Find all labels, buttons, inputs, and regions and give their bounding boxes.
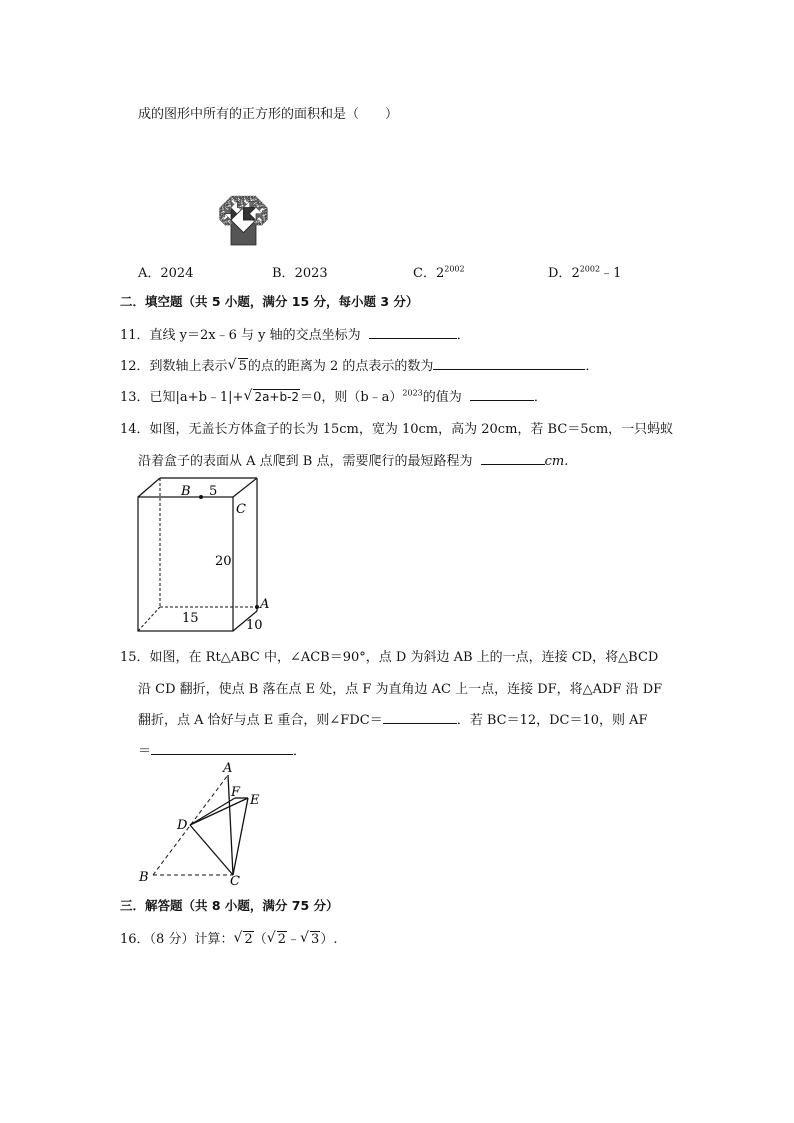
q10-tail-text: 成的图形中所有的正方形的面积和是（ ） [138, 107, 399, 122]
question-12: 12．到数轴上表示√ 5的点的距离为 2 的点表示的数为 ． [120, 355, 598, 374]
q10-option-c: C．$2^{2002}$ [413, 264, 465, 281]
question-16: 16．（8 分）计算：√ 2（√ 2﹣√ 3）. [120, 928, 337, 947]
question-15-line-4: ＝ ． [138, 740, 306, 759]
tri-label-e: E [250, 793, 260, 808]
question-15-line-2: 沿 CD 翻折，使点 B 落在点 E 处，点 F 为直角边 AC 上一点，连接 DF，将△ADF 沿 DF [138, 682, 663, 697]
tri-label-c: C [230, 874, 240, 888]
tri-label-a: A [223, 761, 233, 776]
question-15-line-3: 翻折，点 A 恰好与点 E 重合，则∠FDC＝ ．若 BC＝12，DC＝10，则 AF [138, 709, 648, 728]
question-14-line-1: 14．如图，无盖长方体盒子的长为 15cm，宽为 10cm，高为 20cm，若 BC＝5cm，一只蚂蚁 [120, 422, 674, 437]
question-14-line-2: 沿着盒子的表面从 A 点爬到 B 点，需要爬行的最短路程为 cm. [138, 450, 568, 469]
label-a: A [260, 597, 270, 612]
answer-blank-15b[interactable] [151, 741, 293, 755]
q10-option-a: A．2024 [138, 266, 194, 281]
triangle-figure [135, 760, 275, 888]
answer-blank-12[interactable] [433, 356, 585, 370]
tri-label-b: B [139, 870, 149, 885]
sqrt-2a-b-2: √ 2a+b-2 [243, 390, 300, 405]
label-10: 10 [246, 618, 263, 633]
label-15: 15 [182, 611, 199, 626]
section-3-title: 三．解答题（共 8 小题，满分 75 分） [120, 898, 339, 913]
tri-label-d: D [177, 818, 188, 833]
q10-option-b: B．2023 [272, 266, 328, 281]
label-c: C [236, 502, 246, 517]
question-13: 13．已知|a+b﹣1|+√ 2a+b-2＝0，则（b﹣a）$^{2023}$的值为 ． [120, 386, 547, 405]
box-figure [135, 475, 280, 635]
sqrt-5: √ 5 [228, 359, 248, 374]
label-20: 20 [215, 554, 232, 569]
point-a-dot [255, 605, 259, 609]
answer-blank-11[interactable] [369, 325, 457, 339]
question-11: 11．直线 y＝2x﹣6 与 y 轴的交点坐标为 ． [120, 324, 470, 343]
label-5: 5 [209, 484, 218, 499]
answer-blank-13[interactable] [470, 387, 534, 401]
question-15-line-1: 15．如图，在 Rt△ABC 中，∠ACB＝90°，点 D 为斜边 AB 上的一点，连接 CD，将△BCD [120, 650, 659, 665]
pythagoras-tree-figure [138, 133, 308, 248]
answer-blank-15a[interactable] [383, 710, 457, 724]
section-2-title: 二．填空题（共 5 小题，满分 15 分，每小题 3 分） [120, 294, 419, 309]
label-b: B [181, 484, 191, 499]
answer-blank-14[interactable] [481, 451, 545, 465]
point-b-dot [199, 495, 203, 499]
q10-option-d: D．$2^{2002}﹣1$ [548, 264, 622, 281]
tri-label-f: F [231, 785, 241, 800]
